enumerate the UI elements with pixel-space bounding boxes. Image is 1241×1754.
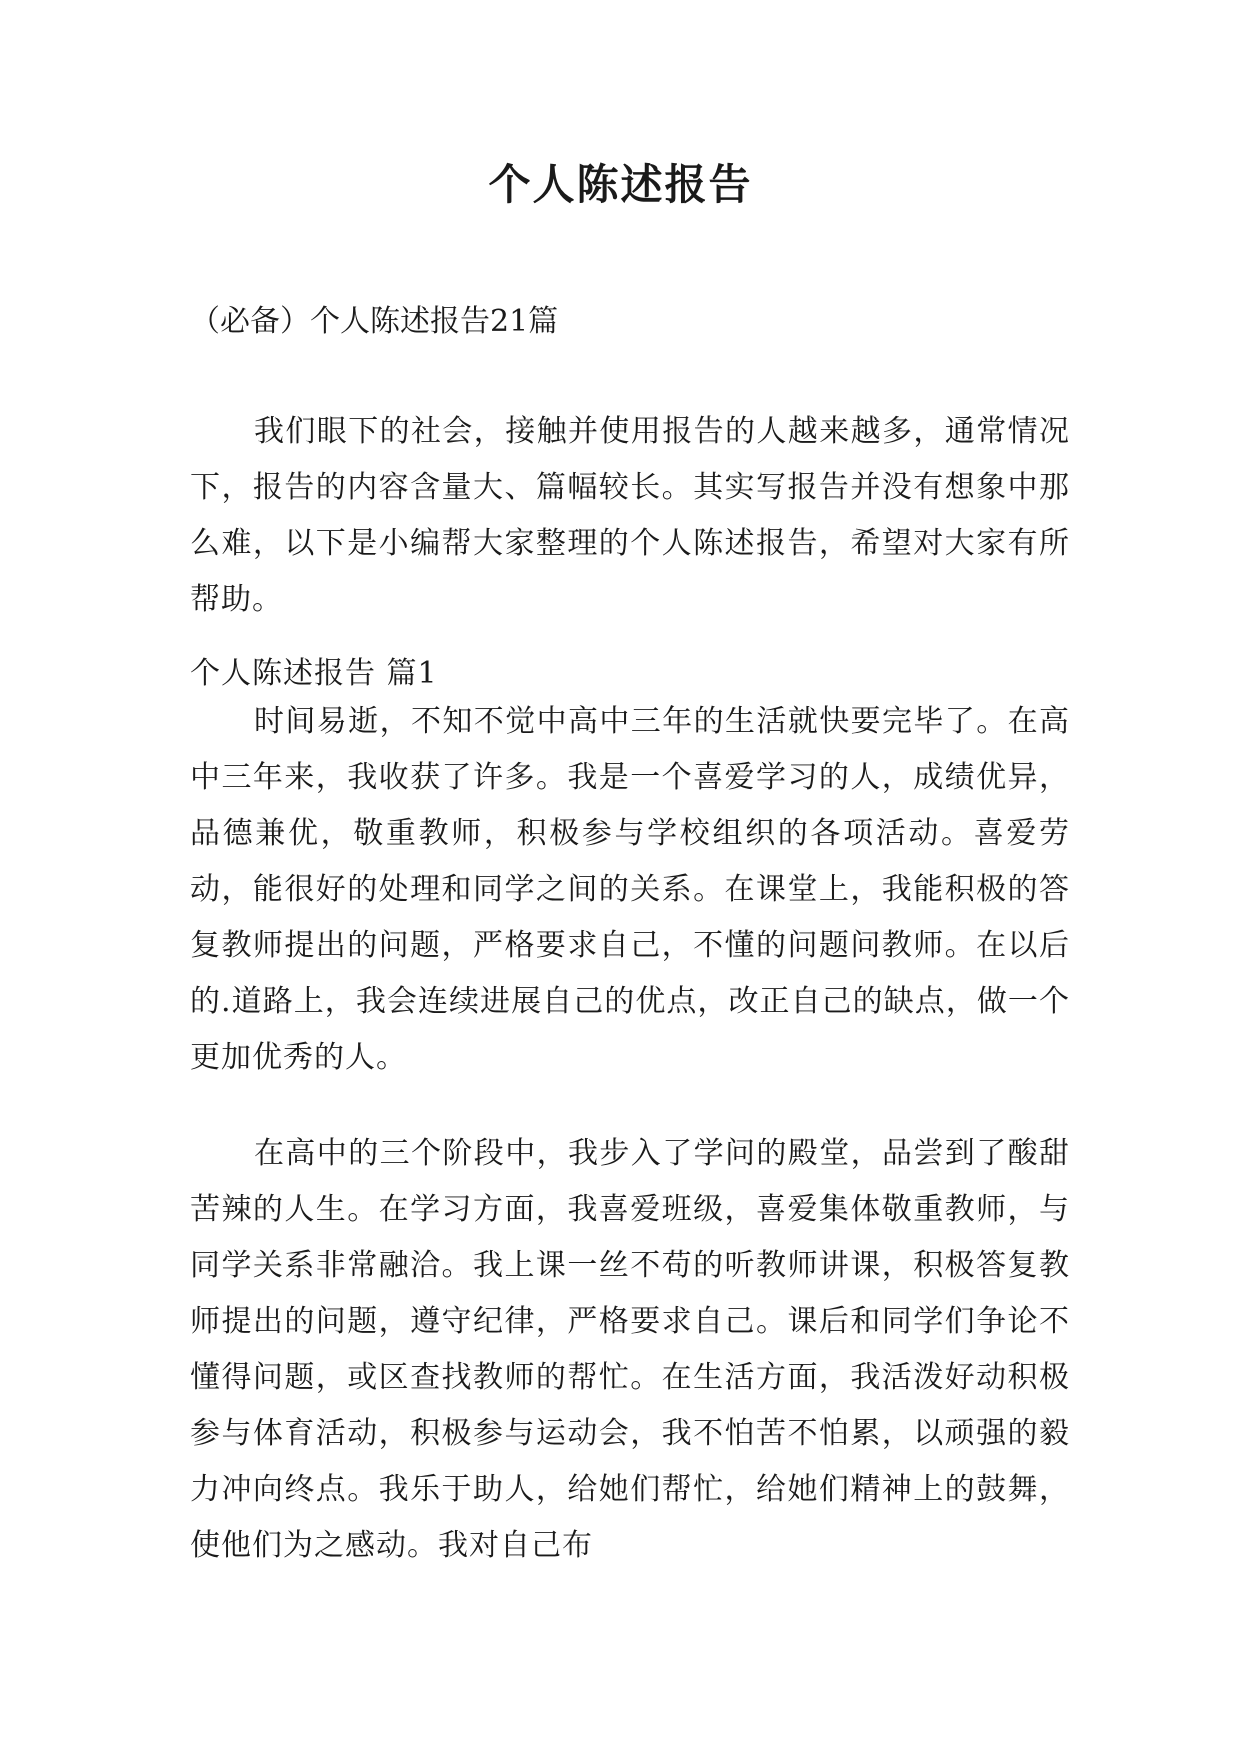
intro-paragraph: 我们眼下的社会，接触并使用报告的人越来越多，通常情况下，报告的内容含量大、篇幅较长。其实写报告并没有想象中那么难，以下是小编帮大家整理的个人陈述报告，希望对大家有所帮助。 <box>190 414 1070 617</box>
document-subtitle: （必备）个人陈述报告21篇 <box>190 304 559 339</box>
body-paragraph: 在高中的三个阶段中，我步入了学问的殿堂，品尝到了酸甜苦辣的人生。在学习方面，我喜爱班级，喜爱集体敬重教师，与同学关系非常融洽。我上课一丝不苟的听教师讲课，积极答复教师提出的问题，遵守纪律，严格要求自己。课后和同学们争论不懂得问题，或区查找教师的帮忙。在生活方面，我活泼好动积极参与体育活动，积极参与运动会，我不怕苦不怕累，以顽强的毅力冲向终点。我乐于助人，给她们帮忙，给她们精神上的鼓舞，使他们为之感动。我对自己布 <box>190 1136 1070 1563</box>
intro-block <box>190 404 1070 628</box>
document-title: 个人陈述报告 <box>488 160 753 209</box>
body-block-1 <box>190 694 1070 1086</box>
body-block-2 <box>190 1126 1070 1574</box>
section-heading: 个人陈述报告 篇1 <box>190 656 438 691</box>
body-paragraph: 时间易逝，不知不觉中高中三年的生活就快要完毕了。在高中三年来，我收获了许多。我是一个喜爱学习的人，成绩优异，品德兼优，敬重教师，积极参与学校组织的各项活动。喜爱劳动，能很好的处理和同学之间的关系。在课堂上，我能积极的答复教师提出的问题，严格要求自己，不懂的问题问教师。在以后的.道路上，我会连续进展自己的优点，改正自己的缺点，做一个更加优秀的人。 <box>190 704 1070 1075</box>
